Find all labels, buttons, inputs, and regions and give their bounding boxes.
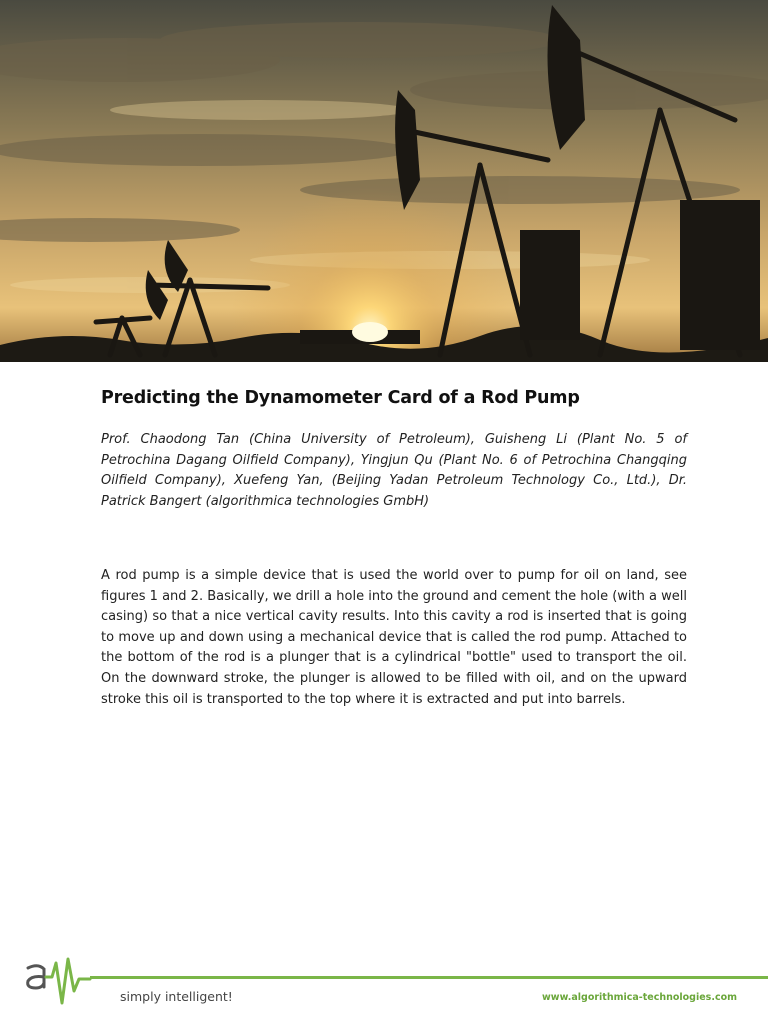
- oil-pumpjacks-sunset-photo: [0, 0, 768, 362]
- logo-icon: [22, 955, 102, 1010]
- footer-divider: [90, 976, 768, 979]
- hero-image: [0, 0, 768, 362]
- document-title: Predicting the Dynamometer Card of a Rod Pump: [101, 388, 580, 408]
- footer-website-link[interactable]: www.algorithmica-technologies.com: [542, 992, 737, 1003]
- algorithmica-logo: [22, 955, 102, 1014]
- author-list: Prof. Chaodong Tan (China University of Petroleum), Guisheng Li (Plant No. 5 of Petrochina Dagang Oilfield Company), Yingjun Qu (Plant No. 6 of Petrochina Changqing Oilfield Company), Xuefeng Yan, (Beijing Yadan Petroleum Technology Co., Ltd.), Dr. Patrick Bangert (algorithmica technologies GmbH): [101, 432, 687, 509]
- footer-tagline: simply intelligent!: [120, 989, 233, 1004]
- body-paragraph: A rod pump is a simple device that is used the world over to pump for oil on land, see figures 1 and 2. Basically, we drill a hole into the ground and cement the hole (with a well casing) so that a nice vertical cavity results. Into this cavity a rod is inserted that is going to move up and down using a mechanical device that is called the rod pump. Attached to the bottom of the rod is a plunger that is a cylindrical "bottle" used to transport the oil. On the downward stroke, the plunger is allowed to be filled with oil, and on the upward stroke this oil is transported to the top where it is extracted and put into barrels.: [101, 568, 687, 707]
